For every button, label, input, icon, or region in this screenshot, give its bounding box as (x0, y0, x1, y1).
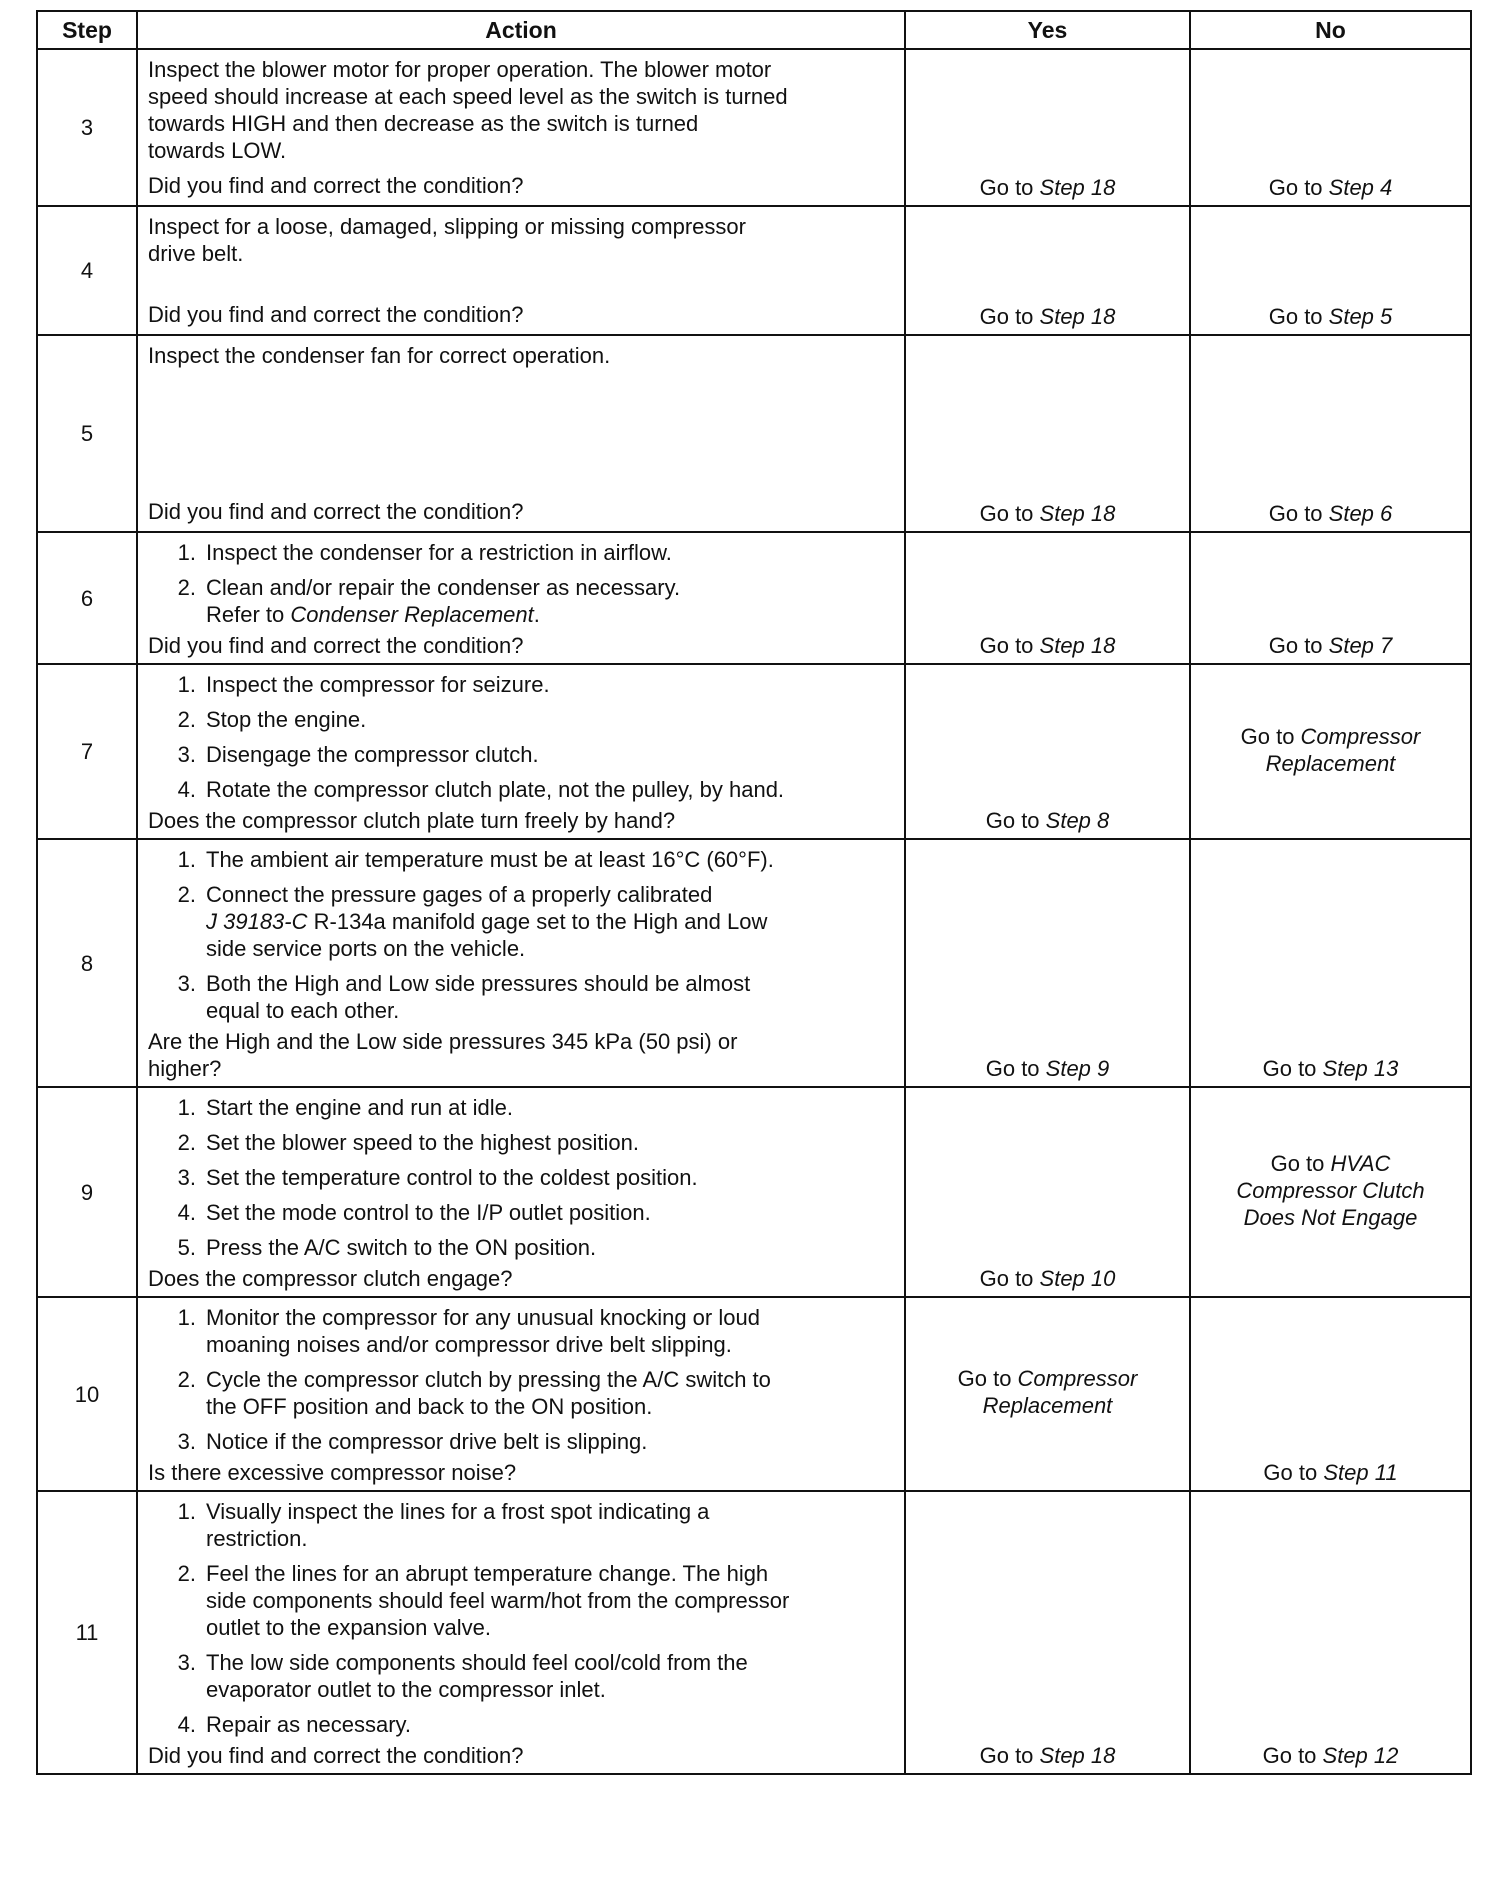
header-action: Action (137, 11, 905, 49)
header-row (37, 11, 1471, 49)
yes-result (905, 1297, 1190, 1491)
step-item-number: 1. (177, 672, 196, 697)
action-step-item (148, 1649, 894, 1703)
step-item-text-main: Set the blower speed to the highest position. (206, 1130, 639, 1155)
action-step-item (148, 1164, 894, 1191)
action-cell (137, 664, 905, 839)
table-row (37, 664, 1471, 839)
no-result-text-target: Step 13 (1322, 1056, 1399, 1081)
action-question: Is there excessive compressor noise? (148, 1460, 517, 1485)
yes-result-text (980, 175, 1116, 200)
step-item-number: 3. (177, 742, 196, 767)
action-step-item (148, 846, 894, 873)
yes-result-text-prefix: Go to (979, 175, 1040, 200)
yes-result (905, 49, 1190, 206)
action-step-item (148, 1560, 894, 1641)
no-result-text-target: HVAC Compressor Clutch Does Not Engage (1236, 1150, 1425, 1230)
action-step-item (148, 1428, 894, 1455)
action-content (148, 671, 894, 834)
no-result-text-target: Step 12 (1322, 1743, 1399, 1768)
header-no: No (1190, 11, 1471, 49)
step-item-text (206, 1234, 894, 1261)
action-text: Inspect the condenser fan for correct operation. (148, 343, 611, 368)
step-number: 9 (37, 1087, 137, 1297)
yes-result (905, 1087, 1190, 1297)
no-result-text-prefix: Go to (1240, 723, 1301, 749)
action-step-item (148, 1498, 894, 1552)
table-row (37, 839, 1471, 1087)
action-cell (137, 1087, 905, 1297)
step-number: 6 (37, 532, 137, 664)
no-result-text-target: Step 5 (1328, 304, 1393, 329)
action-content (148, 846, 894, 1082)
step-item-number: 2. (177, 707, 196, 732)
no-result (1190, 1087, 1471, 1297)
no-result-text-prefix: Go to (1262, 1743, 1323, 1768)
yes-result-text (980, 1266, 1116, 1291)
step-item-number: 3. (177, 1429, 196, 1454)
step-item-text-main: Start the engine and run at idle. (206, 1095, 513, 1120)
action-instructions (148, 1304, 894, 1459)
no-result-text (1269, 501, 1393, 526)
step-item-number: 2. (177, 882, 196, 907)
action-cell (137, 532, 905, 664)
action-text: Inspect the blower motor for proper operation. The blower motor speed should increase at each speed level as the switch is turned towards HIGH and then decrease as the switch is turned towards LOW. (148, 57, 788, 163)
no-result-text (1269, 175, 1393, 200)
yes-result (905, 1491, 1190, 1774)
action-content (148, 213, 894, 328)
step-item-text-main: Set the temperature control to the coldest position. (206, 1165, 698, 1190)
step-item-text-main: The low side components should feel cool/cold from the evaporator outlet to the compressor inlet. (206, 1650, 748, 1702)
step-item-text-main: Cycle the compressor clutch by pressing the A/C switch to the OFF position and back to the ON position. (206, 1367, 771, 1419)
no-result (1190, 1491, 1471, 1774)
action-step-item (148, 881, 894, 962)
yes-result-text-target: Step 8 (1045, 808, 1110, 833)
step-item-text-main: Stop the engine. (206, 707, 367, 732)
action-instructions (148, 539, 894, 632)
step-item-text-main: Feel the lines for an abrupt temperature change. The high side components should feel warm/hot from the compressor outlet to the expansion valve. (206, 1561, 790, 1640)
action-question: Did you find and correct the condition? (148, 302, 524, 327)
table-row (37, 1297, 1471, 1491)
step-item-text (206, 1711, 894, 1738)
yes-result (905, 335, 1190, 532)
step-item-number: 2. (177, 1130, 196, 1155)
step-item-number: 1. (177, 1305, 196, 1330)
yes-result-text-target: Compressor Replacement (982, 1366, 1138, 1418)
action-steps-list (148, 671, 894, 803)
yes-result (905, 532, 1190, 664)
yes-result-text (980, 1743, 1116, 1768)
diagnostic-table (36, 10, 1472, 1775)
no-result-text-prefix: Go to (1268, 175, 1329, 200)
action-step-item (148, 1129, 894, 1156)
action-question: Did you find and correct the condition? (148, 173, 524, 198)
step-item-text (206, 671, 894, 698)
no-result-text-prefix: Go to (1268, 304, 1329, 329)
action-content (148, 342, 894, 525)
yes-result-text-target: Step 10 (1039, 1266, 1116, 1291)
action-question: Does the compressor clutch engage? (148, 1266, 513, 1291)
step-item-number: 1. (177, 540, 196, 565)
step-item-text (206, 1304, 894, 1358)
step-item-number: 4. (177, 1712, 196, 1737)
step-item-text-main: Repair as necessary. (206, 1712, 412, 1737)
no-result-text-prefix: Go to (1262, 1056, 1323, 1081)
yes-result-text-prefix: Go to (979, 304, 1040, 329)
yes-result-text-target: Step 18 (1039, 304, 1116, 329)
step-number: 5 (37, 335, 137, 532)
no-result (1190, 49, 1471, 206)
yes-result (905, 206, 1190, 335)
yes-result-text-target: Step 18 (1039, 175, 1116, 200)
no-result (1190, 1297, 1471, 1491)
no-result-text-prefix: Go to (1268, 501, 1329, 526)
action-step-item (148, 1711, 894, 1738)
no-result-text-target: Step 4 (1328, 175, 1393, 200)
table-row (37, 206, 1471, 335)
action-instructions (148, 1498, 894, 1742)
no-result (1190, 839, 1471, 1087)
step-item-text-main: Connect the pressure gages of a properly calibrated (206, 882, 713, 907)
yes-result-text-target: Step 18 (1039, 1743, 1116, 1768)
action-content (148, 539, 894, 659)
action-content (148, 1304, 894, 1486)
yes-result-text-prefix: Go to (985, 808, 1046, 833)
yes-result (905, 664, 1190, 839)
step-item-text (206, 574, 894, 628)
action-cell (137, 49, 905, 206)
no-result (1190, 532, 1471, 664)
step-item-number: 5. (177, 1235, 196, 1260)
table-row (37, 335, 1471, 532)
no-result-text-target: Step 6 (1328, 501, 1393, 526)
action-step-item (148, 706, 894, 733)
table-row (37, 532, 1471, 664)
step-item-text (206, 1366, 894, 1420)
step-item-text (206, 1199, 894, 1226)
step-item-text-main: Notice if the compressor drive belt is slipping. (206, 1429, 648, 1454)
yes-result-text-prefix: Go to (979, 1266, 1040, 1291)
no-result-text (1269, 304, 1393, 329)
no-result (1190, 335, 1471, 532)
step-item-text-main: Visually inspect the lines for a frost spot indicating a restriction. (206, 1499, 710, 1551)
step-item-text-main: Inspect the condenser for a restriction in airflow. (206, 540, 672, 565)
step-item-number: 3. (177, 971, 196, 996)
step-item-number: 1. (177, 1499, 196, 1524)
table-row (37, 1491, 1471, 1774)
action-question: Did you find and correct the condition? (148, 499, 524, 524)
step-item-text-tail: . (533, 602, 540, 627)
action-instructions (148, 56, 894, 164)
yes-result-text (986, 1056, 1110, 1081)
action-content (148, 1094, 894, 1292)
step-item-text (206, 1649, 894, 1703)
step-item-text (206, 706, 894, 733)
yes-result-text (980, 633, 1116, 658)
action-question: Did you find and correct the condition? (148, 633, 524, 658)
step-item-number: 1. (177, 847, 196, 872)
no-result-text-prefix: Go to (1263, 1460, 1324, 1485)
step-number: 3 (37, 49, 137, 206)
step-item-text-main: Monitor the compressor for any unusual knocking or loud moaning noises and/or compressor drive belt slipping. (206, 1305, 760, 1357)
step-item-number: 2. (177, 1367, 196, 1392)
no-result-text-prefix: Go to (1268, 633, 1329, 658)
yes-result-text (980, 304, 1116, 329)
step-item-text-main: The ambient air temperature must be at least 16°C (60°F). (206, 847, 774, 872)
action-steps-list (148, 1094, 894, 1261)
step-item-text (206, 846, 894, 873)
action-question: Are the High and the Low side pressures 345 kPa (50 psi) or higher? (148, 1029, 738, 1081)
step-item-number: 3. (177, 1650, 196, 1675)
action-step-item (148, 671, 894, 698)
step-item-text-main: Rotate the compressor clutch plate, not the pulley, by hand. (206, 777, 785, 802)
step-number: 11 (37, 1491, 137, 1774)
step-item-text (206, 1129, 894, 1156)
action-steps-list (148, 846, 894, 1024)
step-item-text-main: Clean and/or repair the condenser as necessary. Refer to (206, 575, 681, 627)
step-item-text (206, 1498, 894, 1552)
step-number: 8 (37, 839, 137, 1087)
yes-result-text (958, 1366, 1138, 1418)
yes-result-text-prefix: Go to (985, 1056, 1046, 1081)
no-result-text (1236, 1151, 1424, 1230)
step-item-number: 4. (177, 1200, 196, 1225)
step-item-text-main: Disengage the compressor clutch. (206, 742, 539, 767)
no-result-text (1263, 1056, 1399, 1081)
yes-result-text-target: Step 18 (1039, 633, 1116, 658)
step-item-number: 2. (177, 575, 196, 600)
yes-result-text-target: Step 9 (1045, 1056, 1110, 1081)
header-yes: Yes (905, 11, 1190, 49)
step-item-text-main: Press the A/C switch to the ON position. (206, 1235, 597, 1260)
step-number: 4 (37, 206, 137, 335)
step-item-text (206, 1428, 894, 1455)
yes-result-text-prefix: Go to (957, 1366, 1018, 1391)
action-step-item (148, 1234, 894, 1261)
action-instructions (148, 671, 894, 807)
step-item-reference: J 39183-C (206, 909, 308, 934)
action-step-item (148, 970, 894, 1024)
no-result (1190, 206, 1471, 335)
action-step-item (148, 539, 894, 566)
step-item-number: 3. (177, 1165, 196, 1190)
no-result-text (1241, 724, 1421, 776)
table-body (37, 49, 1471, 1774)
step-number: 10 (37, 1297, 137, 1491)
yes-result-text-prefix: Go to (979, 1743, 1040, 1768)
step-item-text (206, 1094, 894, 1121)
action-step-item (148, 1366, 894, 1420)
action-cell (137, 839, 905, 1087)
action-step-item (148, 741, 894, 768)
step-item-text (206, 776, 894, 803)
no-result-text-target: Step 11 (1323, 1460, 1398, 1485)
action-content (148, 56, 894, 199)
step-item-text-main: Inspect the compressor for seizure. (206, 672, 550, 697)
action-cell (137, 1491, 905, 1774)
step-item-text (206, 1164, 894, 1191)
no-result-text-target: Step 7 (1328, 633, 1393, 658)
table-row (37, 1087, 1471, 1297)
action-step-item (148, 574, 894, 628)
step-item-reference: Condenser Replacement (290, 602, 534, 627)
yes-result-text-prefix: Go to (979, 633, 1040, 658)
action-instructions (148, 846, 894, 1028)
action-cell (137, 206, 905, 335)
step-item-text (206, 970, 894, 1024)
table-row (37, 49, 1471, 206)
step-item-number: 4. (177, 777, 196, 802)
action-instructions (148, 342, 894, 369)
action-content (148, 1498, 894, 1769)
action-question: Did you find and correct the condition? (148, 1743, 524, 1768)
action-step-item (148, 1304, 894, 1358)
header-step: Step (37, 11, 137, 49)
step-item-text (206, 881, 894, 962)
yes-result-text (980, 501, 1116, 526)
step-item-text-main: Both the High and Low side pressures should be almost equal to each other. (206, 971, 751, 1023)
action-text: Inspect for a loose, damaged, slipping or missing compressor drive belt. (148, 214, 746, 266)
step-item-text-main: Set the mode control to the I/P outlet position. (206, 1200, 651, 1225)
action-step-item (148, 1199, 894, 1226)
yes-result-text-prefix: Go to (979, 501, 1040, 526)
step-item-number: 1. (177, 1095, 196, 1120)
no-result-text (1263, 1743, 1399, 1768)
action-steps-list (148, 1498, 894, 1738)
step-item-text (206, 741, 894, 768)
step-item-text (206, 539, 894, 566)
step-number: 7 (37, 664, 137, 839)
action-question: Does the compressor clutch plate turn freely by hand? (148, 808, 676, 833)
action-instructions (148, 1094, 894, 1265)
no-result-text (1269, 633, 1393, 658)
action-step-item (148, 776, 894, 803)
action-steps-list (148, 539, 894, 628)
action-step-item (148, 1094, 894, 1121)
action-cell (137, 1297, 905, 1491)
action-steps-list (148, 1304, 894, 1455)
step-item-number: 2. (177, 1561, 196, 1586)
no-result-text-prefix: Go to (1270, 1150, 1331, 1176)
no-result (1190, 664, 1471, 839)
step-item-text-tail: R-134a manifold gage set to the High and Low side service ports on the vehicle. (206, 909, 768, 961)
step-item-text (206, 1560, 894, 1641)
yes-result-text-target: Step 18 (1039, 501, 1116, 526)
no-result-text (1263, 1460, 1397, 1485)
yes-result (905, 839, 1190, 1087)
action-cell (137, 335, 905, 532)
action-instructions (148, 213, 894, 267)
yes-result-text (986, 808, 1110, 833)
no-result-text-target: Compressor Replacement (1265, 723, 1421, 776)
